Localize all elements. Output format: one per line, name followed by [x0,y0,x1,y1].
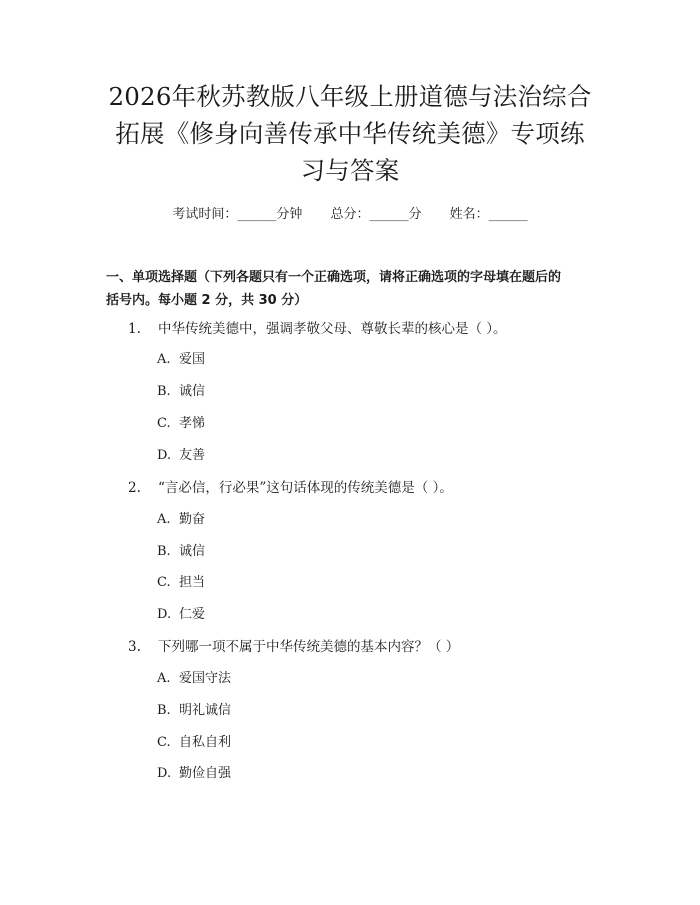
question-1-option-c [157,414,205,434]
question-3 [128,637,459,657]
question-number: 2. [128,480,141,496]
option-letter: A. [157,512,171,527]
question-1-option-b [157,382,205,402]
option-text: 自私自利 [179,735,232,750]
student-name-field: 姓名：______ [449,207,528,222]
option-letter: C. [157,575,171,590]
exam-time-field: 考试时间：______分钟 [172,207,303,222]
option-letter: C. [157,416,171,431]
option-text: 爱国守法 [179,671,232,686]
question-2-option-c [157,573,205,593]
exam-meta-line [0,205,700,225]
option-text: 仁爱 [179,607,206,622]
question-number: 1. [128,321,141,337]
question-1-option-a [157,350,205,370]
option-letter: B. [157,544,171,559]
question-3-option-d [157,764,231,784]
option-text: 明礼诚信 [179,703,232,718]
option-text: 勤奋 [179,512,206,527]
option-text: 孝悌 [179,416,206,431]
option-letter: D. [157,448,172,463]
question-3-option-a [157,669,231,689]
question-text: 中华传统美德中，强调孝敬父母、尊敬长辈的核心是（ ）。 [158,321,507,337]
question-2-option-b [157,542,205,562]
question-text: “言必信，行必果”这句话体现的传统美德是（ ）。 [158,480,453,496]
document-title [60,78,640,189]
question-text: 下列哪一项不属于中华传统美德的基本内容？（ ） [158,639,460,655]
option-letter: A. [157,352,171,367]
option-letter: B. [157,384,171,399]
option-letter: B. [157,703,171,718]
title-line-2: 拓展《修身向善传承中华传统美德》专项练 [115,119,585,148]
option-text: 担当 [179,575,206,590]
section-heading-line-1: 一、单项选择题（下列各题只有一个正确选项，请将正确选项的字母填在题后的 [106,270,562,285]
option-text: 诚信 [179,384,206,399]
option-text: 诚信 [179,544,206,559]
question-3-option-c [157,733,231,753]
question-2-option-a [157,510,205,530]
option-text: 爱国 [179,352,206,367]
option-letter: C. [157,735,171,750]
option-letter: D. [157,766,172,781]
title-line-1: 2026年秋苏教版八年级上册道德与法治综合 [108,82,592,111]
question-number: 3. [128,639,141,655]
question-1 [128,319,507,339]
question-3-option-b [157,701,231,721]
option-text: 友善 [179,448,206,463]
question-1-option-d [157,446,205,466]
option-letter: A. [157,671,171,686]
total-score-field: 总分：______分 [330,207,422,222]
option-letter: D. [157,607,172,622]
option-text: 勤俭自强 [179,766,232,781]
title-line-3: 习与答案 [300,156,400,185]
section-heading [106,266,606,312]
question-2-option-d [157,605,205,625]
question-2 [128,478,453,498]
section-heading-line-2: 括号内。每小题 2 分，共 30 分） [106,293,308,308]
